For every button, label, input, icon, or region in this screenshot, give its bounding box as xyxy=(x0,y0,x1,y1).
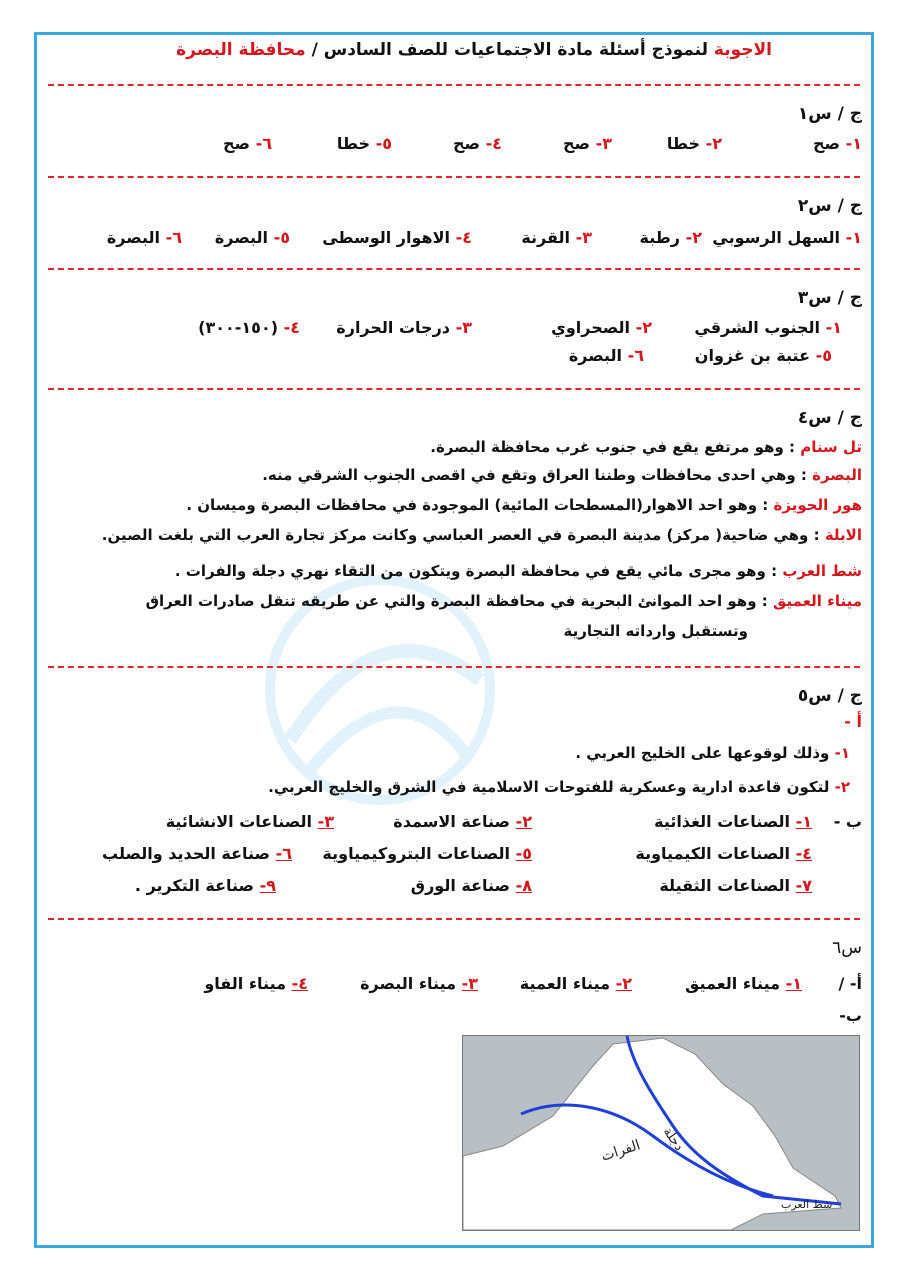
q1-item-6: ٦- صح xyxy=(223,134,272,153)
q4-heading: ج / س٤ xyxy=(797,408,862,428)
map-label-euphrates: الفرات xyxy=(599,1137,643,1165)
q5-b-item-3: ٣- الصناعات الانشائية xyxy=(165,812,334,831)
q6-part-b: ب- xyxy=(839,1006,862,1025)
divider xyxy=(48,84,860,86)
q5-b-item-9: ٩- صناعة التكرير . xyxy=(134,876,276,895)
q5-b-item-7: ٧- الصناعات الثقيلة xyxy=(659,876,812,895)
divider xyxy=(48,268,860,270)
q6-a-item-2: ٢- ميناء العمية xyxy=(519,974,632,993)
q1-item-2: ٢- خطا xyxy=(666,134,722,153)
iraq-rivers-map xyxy=(462,1035,860,1231)
q5-part-a: أ - xyxy=(844,712,862,731)
q1-heading: ج / س١ xyxy=(797,104,862,124)
q4-term-6: ميناء العميق : وهو احد الموانئ البحرية في محافظة البصرة والتي عن طريقه تنقل صادرات العراق xyxy=(145,592,862,610)
q2-item-3: ٣- القرنة xyxy=(521,228,592,247)
q5-b-item-6: ٦- صناعة الحديد والصلب xyxy=(102,844,292,863)
q3-item-6: ٦- البصرة xyxy=(568,346,644,365)
q3-item-3: ٣- درجات الحرارة xyxy=(336,318,472,337)
q2-heading: ج / س٢ xyxy=(797,196,862,216)
q5-b-item-1: ١- الصناعات الغذائية xyxy=(654,812,812,831)
q4-term-2: البصرة : وهي احدى محافظات وطننا العراق وتقع في اقصى الجنوب الشرقي منه. xyxy=(262,466,862,484)
q5-a-item-2: ٢- لتكون قاعدة ادارية وعسكرية للفتوحات الاسلامية في الشرق والخليج العربي. xyxy=(268,778,850,796)
divider xyxy=(48,666,860,668)
q5-b-item-8: ٨- صناعة الورق xyxy=(410,876,532,895)
q4-term-4: الابلة : وهي ضاحية( مركز) مدينة البصرة في العصر العباسي وكانت مركز تجارة العرب التي بلغت الصين. xyxy=(101,526,862,544)
q4-term-5: شط العرب : وهو مجرى مائي يقع في محافظة البصرة ويتكون من التقاء نهري دجلة والفرات . xyxy=(174,562,862,580)
page-header xyxy=(176,40,772,60)
q2-item-6: ٦- البصرة xyxy=(106,228,182,247)
q4-term-1: تل سنام : وهو مرتفع يقع في جنوب غرب محافظة البصرة. xyxy=(430,438,862,456)
q4-term-3: هور الحويزة : وهو احد الاهوار(المسطحات المائية) الموجودة في محافظات البصرة وميسان . xyxy=(186,496,862,514)
q6-heading: س٦ xyxy=(832,938,862,958)
map-drawing xyxy=(463,1036,859,1230)
q5-part-b: ب - xyxy=(833,812,862,831)
q6-a-item-4: ٤- ميناء الفاو xyxy=(204,974,308,993)
q2-item-1: ١- السهل الرسوبي xyxy=(712,228,862,247)
q3-item-4: ٤- (١٥٠-٣٠٠) xyxy=(198,318,300,337)
q3-item-2: ٢- الصحراوي xyxy=(551,318,652,337)
q6-a-item-3: ٣- ميناء البصرة xyxy=(360,974,478,993)
q2-item-2: ٢- رطبة xyxy=(639,228,702,247)
q3-item-5: ٥- عتبة بن غزوان xyxy=(694,346,832,365)
divider xyxy=(48,918,860,920)
q1-item-5: ٥- خطا xyxy=(336,134,392,153)
divider xyxy=(48,176,860,178)
q3-heading: ج / س٣ xyxy=(797,288,862,308)
q5-heading: ج / س٥ xyxy=(797,686,862,706)
header-province: محافظة البصرة xyxy=(176,40,306,60)
q5-b-item-4: ٤- الصناعات الكيمياوية xyxy=(635,844,812,863)
q5-b-item-5: ٥- الصناعات البتروكيمياوية xyxy=(322,844,532,863)
q5-a-item-1: ١- وذلك لوقوعها على الخليج العربي . xyxy=(575,744,850,762)
header-answers: الاجوبة xyxy=(713,40,772,60)
q1-item-3: ٣- صح xyxy=(563,134,612,153)
q5-b-item-2: ٢- صناعة الاسمدة xyxy=(393,812,532,831)
q1-item-1: ١- صح xyxy=(813,134,862,153)
q2-item-5: ٥- البصرة xyxy=(214,228,290,247)
divider xyxy=(48,388,860,390)
map-label-tigris: دجلة xyxy=(659,1124,687,1154)
header-subject: لنموذج أسئلة مادة الاجتماعيات للصف السادس / xyxy=(311,40,708,60)
q3-item-1: ١- الجنوب الشرقي xyxy=(694,318,842,337)
q1-item-4: ٤- صح xyxy=(453,134,502,153)
q6-a-item-1: ١- ميناء العميق xyxy=(685,974,802,993)
q6-part-a: أ- / xyxy=(838,974,862,993)
map-label-shatt: شط العرب xyxy=(781,1198,833,1211)
q4-continuation: وتستقبل وارداته التجارية xyxy=(563,622,748,640)
q2-item-4: ٤- الاهوار الوسطى xyxy=(322,228,472,247)
